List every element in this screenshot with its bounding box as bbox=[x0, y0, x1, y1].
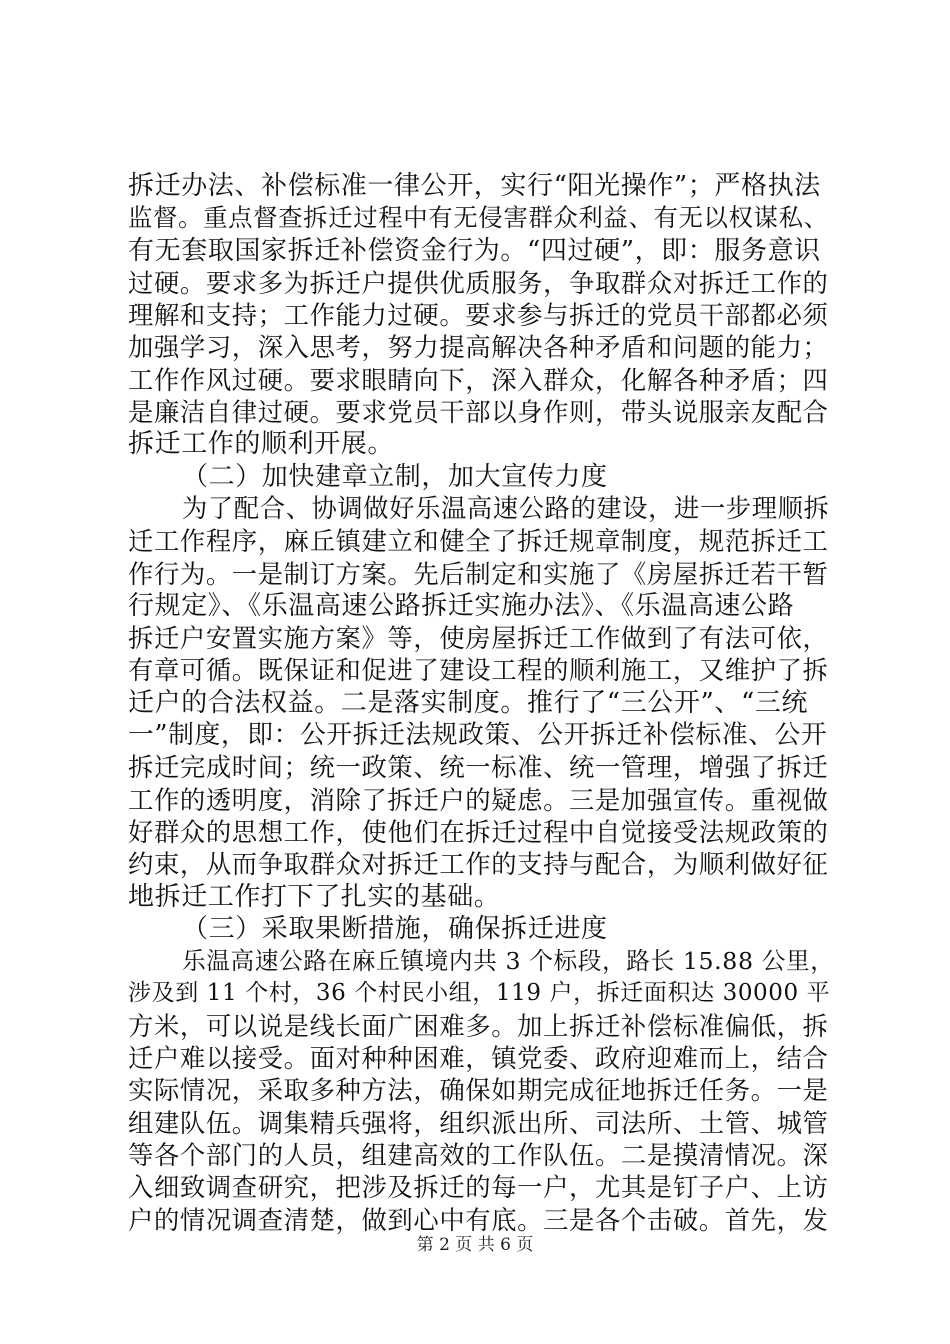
text-line: 是廉洁自律过硬。要求党员干部以身作则，带头说服亲友配合 bbox=[128, 397, 829, 428]
text-line: 一”制度，即：公开拆迁法规政策、公开拆迁补偿标准、公开 bbox=[128, 720, 828, 751]
text-line: 过硬。要求多为拆迁户提供优质服务，争取群众对拆迁工作的 bbox=[128, 267, 829, 298]
page-footer: 第 2 页 共 6 页 bbox=[416, 1235, 534, 1255]
text-line: 加强学习，深入思考，努力提高解决各种矛盾和问题的能力； bbox=[128, 332, 829, 363]
section-heading: （二）加快建章立制，加大宣传力度 bbox=[182, 461, 608, 492]
text-line: 拆迁户安置实施方案》等，使房屋拆迁工作做到了有法可依， bbox=[128, 623, 829, 654]
paragraph-start-line: 为了配合、协调做好乐温高速公路的建设，进一步理顺拆 bbox=[182, 493, 830, 523]
text-line: 好群众的思想工作，使他们在拆迁过程中自觉接受法规政策的 bbox=[128, 816, 829, 847]
text-line: 作行为。一是制订方案。先后制定和实施了《房屋拆迁若干暂 bbox=[128, 558, 829, 589]
text-line: 有无套取国家拆迁补偿资金行为。“四过硬”，即：服务意识 bbox=[128, 235, 821, 266]
section-heading: （三）采取果断措施，确保拆迁进度 bbox=[182, 913, 608, 944]
text-line: 约束，从而争取群众对拆迁工作的支持与配合，为顺利做好征 bbox=[128, 849, 829, 880]
text-line: 涉及到 11 个村，36 个村民小组，119 户，拆迁面积达 30000 平 bbox=[128, 980, 831, 1007]
text-line: 等各个部门的人员，组建高效的工作队伍。二是摸清情况。深 bbox=[128, 1139, 829, 1170]
text-line: 方米，可以说是线长面广困难多。加上拆迁补偿标准偏低，拆 bbox=[128, 1010, 829, 1041]
text-line: 户的情况调查清楚，做到心中有底。三是各个击破。首先，发 bbox=[128, 1204, 829, 1235]
text-line: 拆迁工作的顺利开展。 bbox=[128, 429, 395, 460]
text-line: 有章可循。既保证和促进了建设工程的顺利施工，又维护了拆 bbox=[128, 655, 829, 686]
text-line: 行规定》、《乐温高速公路拆迁实施办法》、《乐温高速公路 bbox=[128, 590, 795, 621]
body-text bbox=[128, 170, 835, 1236]
text-line: 入细致调查研究，把涉及拆迁的每一户，尤其是钉子户、上访 bbox=[128, 1172, 829, 1203]
text-line: 工作的透明度，消除了拆迁户的疑虑。三是加强宣传。重视做 bbox=[128, 784, 829, 815]
text-line: 理解和支持；工作能力过硬。要求参与拆迁的党员干部都必须 bbox=[128, 300, 829, 331]
text-line: 拆迁办法、补偿标准一律公开，实行“阳光操作”；严格执法 bbox=[128, 171, 821, 201]
text-line: 迁户的合法权益。二是落实制度。推行了“三公开”、“三统 bbox=[128, 687, 809, 718]
text-line: 监督。重点督查拆迁过程中有无侵害群众利益、有无以权谋私、 bbox=[128, 203, 829, 233]
text-line: 拆迁完成时间；统一政策、统一标准、统一管理，增强了拆迁 bbox=[128, 752, 829, 783]
text-line: 工作作风过硬。要求眼睛向下，深入群众，化解各种矛盾；四 bbox=[128, 364, 829, 395]
paragraph-start-line: 乐温高速公路在麻丘镇境内共 3 个标段，路长 15.88 公里， bbox=[182, 947, 835, 976]
text-line: 组建队伍。调集精兵强将，组织派出所、司法所、土管、城管 bbox=[128, 1107, 829, 1138]
text-line: 地拆迁工作打下了扎实的基础。 bbox=[128, 881, 501, 912]
text-line: 迁工作程序，麻丘镇建立和健全了拆迁规章制度，规范拆迁工 bbox=[128, 526, 829, 557]
text-line: 实际情况，采取多种方法，确保如期完成征地拆迁任务。一是 bbox=[128, 1075, 829, 1106]
text-line: 迁户难以接受。面对种种困难，镇党委、政府迎难而上，结合 bbox=[128, 1043, 829, 1074]
